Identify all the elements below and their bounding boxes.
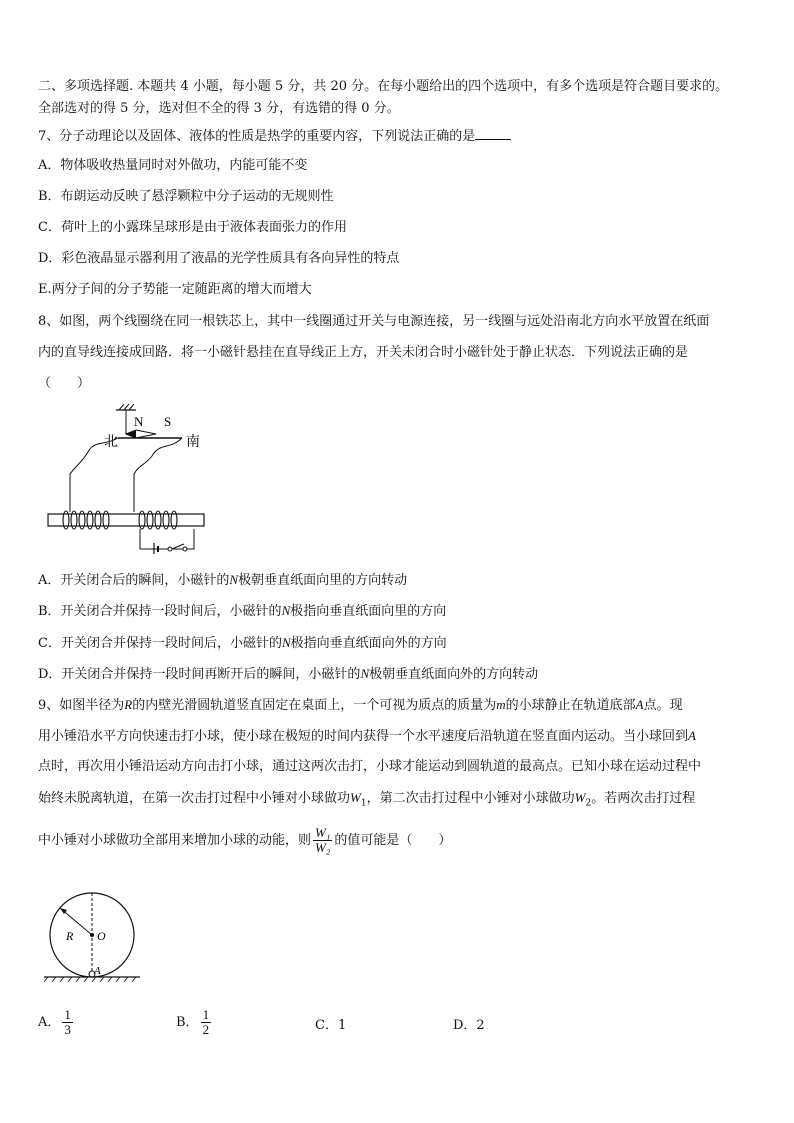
- q8-option-d-var: N: [360, 666, 370, 681]
- q8-option-c-var: N: [281, 635, 291, 650]
- south-label: 南: [186, 434, 200, 450]
- q9-w2: W: [574, 790, 586, 805]
- q9-ratio-den: W₂: [315, 840, 331, 855]
- q9-option-b-den: 2: [202, 1022, 210, 1037]
- q9-stem-line-1: [38, 696, 683, 715]
- q9-l1-c: 的小球静止在轨道底部: [505, 698, 636, 713]
- q9-option-d: D．2: [453, 1018, 485, 1033]
- q8-option-d-pre: D．开关闭合并保持一段时间再断开后的瞬间，小磁针的: [38, 667, 361, 682]
- q9-w1: W: [350, 790, 361, 805]
- needle-s-label: S: [164, 414, 172, 429]
- q8-stem-line-2: 内的直导线连接成回路．将一小磁针悬挂在直导线正上方，开关未闭合时小磁针处于静止状态．下列说法正确的是: [38, 345, 689, 360]
- q9-l1-a: 9、如图半径为: [38, 698, 125, 713]
- answer-blank: [475, 126, 511, 140]
- q9-option-b: [176, 1008, 213, 1037]
- q7-option-a: A．物体吸收热量同时对外做功，内能可能不变: [38, 158, 308, 173]
- q9-option-a-label: A．: [38, 1015, 61, 1030]
- q8-option-c: [38, 634, 447, 653]
- q9-option-a-fraction: [62, 1008, 73, 1037]
- q9-l1-R: R: [124, 697, 133, 712]
- q8-option-b-var: N: [281, 603, 291, 618]
- point-a-label: A: [94, 965, 101, 977]
- q9-l2-a: 用小锤沿水平方向快速击打小球，使小球在极短的时间内获得一个水平速度后沿轨道在竖直面内运动。当小球回到: [38, 729, 689, 744]
- q8-option-c-pre: C．开关闭合并保持一段时间后，小磁针的: [38, 636, 282, 651]
- needle-n-label: N: [134, 414, 144, 429]
- q9-w1-sub: 1: [360, 798, 367, 809]
- q9-ratio-num: W₁: [315, 825, 331, 840]
- q7-option-d: D．彩色液晶显示器利用了液晶的光学性质具有各向异性的特点: [38, 251, 400, 266]
- q9-w2-sub: 2: [585, 798, 592, 809]
- q9-l4-c: 。若两次击打过程: [591, 791, 696, 806]
- q9-option-b-fraction: [201, 1008, 212, 1037]
- q7-option-b: B．布朗运动反映了悬浮颗粒中分子运动的无规则性: [38, 189, 334, 204]
- q8-stem-line-3: （ ）: [38, 376, 91, 391]
- q9-l5-b: 的值可能是（ ）: [334, 833, 452, 848]
- q9-ratio-fraction: [313, 826, 332, 855]
- q8-option-b-post: 极指向垂直纸面向里的方向: [290, 604, 447, 619]
- q8-stem-line-1: 8、如图，两个线圈绕在同一根铁芯上，其中一线圈通过开关与电源连接，另一线圈与远处沿南北方向水平放置在纸面: [38, 314, 710, 329]
- q9-option-a: [38, 1008, 75, 1037]
- q9-option-a-den: 3: [64, 1022, 71, 1037]
- q9-l1-A: A: [635, 697, 644, 712]
- q8-option-a-var: N: [229, 572, 239, 587]
- q8-option-a: [38, 571, 407, 590]
- q7-stem-text: 7、分子动理论以及固体、液体的性质是热学的重要内容，下列说法正确的是: [38, 129, 476, 144]
- q9-option-b-num: 1: [202, 1007, 210, 1022]
- q8-option-c-post: 极指向垂直纸面向外的方向: [290, 636, 447, 651]
- q9-l4-a: 始终未脱离轨道，在第一次击打过程中小锤对小球做功: [38, 791, 351, 806]
- north-label: 北: [104, 434, 118, 450]
- q7-stem: [38, 126, 511, 146]
- q8-option-d-post: 极朝垂直纸面向外的方向转动: [369, 667, 539, 682]
- center-label: O: [97, 929, 106, 943]
- q9-option-b-label: B．: [176, 1015, 199, 1030]
- q8-option-a-pre: A．开关闭合后的瞬间，小磁针的: [38, 573, 230, 588]
- section-instructions-line-1: 二、多项选择题. 本题共 4 小题，每小题 5 分，共 20 分。在每小题给出的四个选项中，有多个选项是符合题目要求的。: [38, 79, 729, 94]
- q8-option-b-pre: B．开关闭合并保持一段时间后，小磁针的: [38, 604, 282, 619]
- q9-l1-d: 点。现: [643, 698, 683, 713]
- q9-stem-line-3: 点时，再次用小锤沿运动方向击打小球，通过这两次击打，小球才能运动到圆轨道的最高点。已知小球在运动过程中: [38, 759, 702, 774]
- q7-option-e: E.两分子间的分子势能一定随距离的增大而增大: [38, 282, 312, 297]
- q9-option-c: C．1: [315, 1018, 347, 1033]
- q8-option-d: [38, 665, 538, 684]
- q9-l1-b: 的内壁光滑圆轨道竖直固定在桌面上，一个可视为质点的质量为: [132, 698, 497, 713]
- q9-l1-m: m: [496, 697, 506, 712]
- q8-option-b: [38, 602, 446, 621]
- q9-l4-b: ，第二次击打过程中小锤对小球做功: [366, 791, 575, 806]
- q9-stem-line-5: [38, 826, 451, 856]
- q8-option-a-post: 极朝垂直纸面向里的方向转动: [238, 573, 408, 588]
- q7-option-c: C．荷叶上的小露珠呈球形是由于液体表面张力的作用: [38, 220, 347, 235]
- q9-option-a-num: 1: [64, 1007, 71, 1022]
- q9-stem-line-2: [38, 727, 696, 746]
- q8-coil-compass-figure: [44, 404, 214, 554]
- q9-circular-track-figure: [40, 890, 150, 982]
- q9-l2-A: A: [688, 728, 696, 743]
- q9-stem-line-4: [38, 789, 695, 813]
- section-instructions-line-2: 全部选对的得 5 分，选对但不全的得 3 分，有选错的得 0 分。: [38, 101, 400, 116]
- q9-l5-a: 中小锤对小球做功全部用来增加小球的动能，则: [38, 833, 312, 848]
- radius-label: R: [66, 929, 74, 943]
